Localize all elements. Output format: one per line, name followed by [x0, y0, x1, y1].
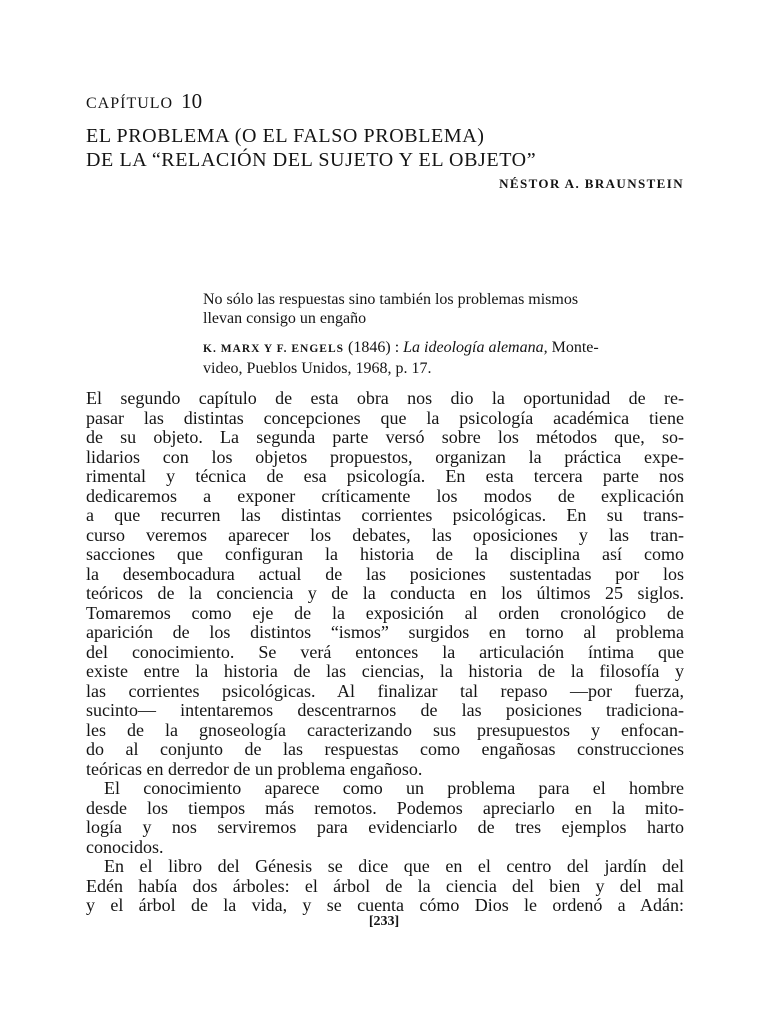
body-line: curso veremos aparecer los debates, las oposiciones y las tran- [86, 524, 684, 545]
body-line: aparición de los distintos “ismos” surgidos en torno al problema [86, 622, 684, 642]
body-line: sucinto— intentaremos descentrarnos de las posiciones tradiciona- [86, 700, 684, 720]
epigraph-quote-line-2: llevan consigo un engaño [203, 310, 367, 327]
body-text [86, 389, 684, 916]
body-line: les de la gnoseología caracterizando sus presupuestos y enfocan- [86, 719, 684, 740]
epigraph-source-work: La ideología alemana, [403, 339, 548, 356]
body-line: teóricas en derredor de un problema engañoso. [86, 758, 423, 779]
chapter-word: CAPÍTULO [86, 95, 174, 112]
body-line: a que recurren las distintas corrientes psicológicas. En su trans- [86, 505, 684, 525]
body-line: existe entre la historia de las ciencias, la historia de la filosofía y [86, 661, 684, 681]
epigraph-source-line-1 [203, 338, 685, 359]
body-line: desde los tiempos más remotos. Podemos apreciarlo en la mito- [86, 797, 684, 818]
body-line: El segundo capítulo de esta obra nos dio la oportunidad de re- [86, 388, 684, 408]
body-line: dedicaremos a exponer críticamente los modos de explicación [86, 485, 684, 506]
body-line: de su objeto. La segunda parte versó sobre los métodos que, so- [86, 427, 684, 447]
body-line: sacciones que configuran la historia de la disciplina así como [86, 544, 684, 564]
chapter-number: 10 [181, 89, 203, 113]
chapter-title [86, 124, 706, 172]
body-line: y el árbol de la vida, y se cuenta cómo Dios le ordenó a Adán: [86, 895, 684, 915]
page-number: [233] [368, 914, 400, 929]
epigraph-quote [203, 290, 685, 328]
author-name: NÉSTOR A. BRAUNSTEIN [499, 176, 684, 191]
body-line: El conocimiento aparece como un problema para el hombre [104, 778, 684, 798]
epigraph-quote-line-1: No sólo las respuestas sino también los problemas mismos [203, 291, 579, 308]
body-line: teóricos de la conciencia y de la conducta en los últimos 25 siglos. [86, 583, 684, 603]
body-line: la desembocadura actual de las posiciones sustentadas por los [86, 563, 684, 584]
epigraph-source-line-2: video, Pueblos Unidos, 1968, p. 17. [203, 360, 432, 377]
epigraph-source-year: (1846) : [348, 339, 400, 356]
body-line: do al conjunto de las respuestas como engañosas construcciones [86, 739, 684, 759]
body-line: las corrientes psicológicas. Al finalizar tal repaso —por fuerza, [86, 680, 684, 701]
body-line: Tomaremos como eje de la exposición al orden cronológico de [86, 602, 684, 623]
body-line: rimental y técnica de esa psicología. En esta tercera parte nos [86, 466, 684, 486]
body-line: logía y nos serviremos para evidenciarlo de tres ejemplos harto [86, 817, 684, 837]
body-line: lidarios con los objetos propuestos, organizan la práctica expe- [86, 446, 684, 467]
chapter-label [86, 89, 202, 114]
body-line: del conocimiento. Se verá entonces la articulación íntima que [86, 641, 684, 662]
epigraph-source-authors: K. MARX Y F. ENGELS [203, 343, 345, 355]
body-line: conocidos. [86, 836, 164, 857]
epigraph-source-rest: Monte- [551, 339, 599, 356]
body-line: Edén había dos árboles: el árbol de la ciencia del bien y del mal [86, 875, 684, 896]
chapter-title-line-2: DE LA “RELACIÓN DEL SUJETO Y EL OBJETO” [86, 149, 537, 171]
chapter-title-line-1: EL PROBLEMA (O EL FALSO PROBLEMA) [86, 125, 485, 147]
body-line: pasar las distintas concepciones que la psicología académica tiene [86, 407, 684, 428]
epigraph-source [203, 338, 685, 379]
body-line: En el libro del Génesis se dice que en el centro del jardín del [104, 856, 684, 876]
